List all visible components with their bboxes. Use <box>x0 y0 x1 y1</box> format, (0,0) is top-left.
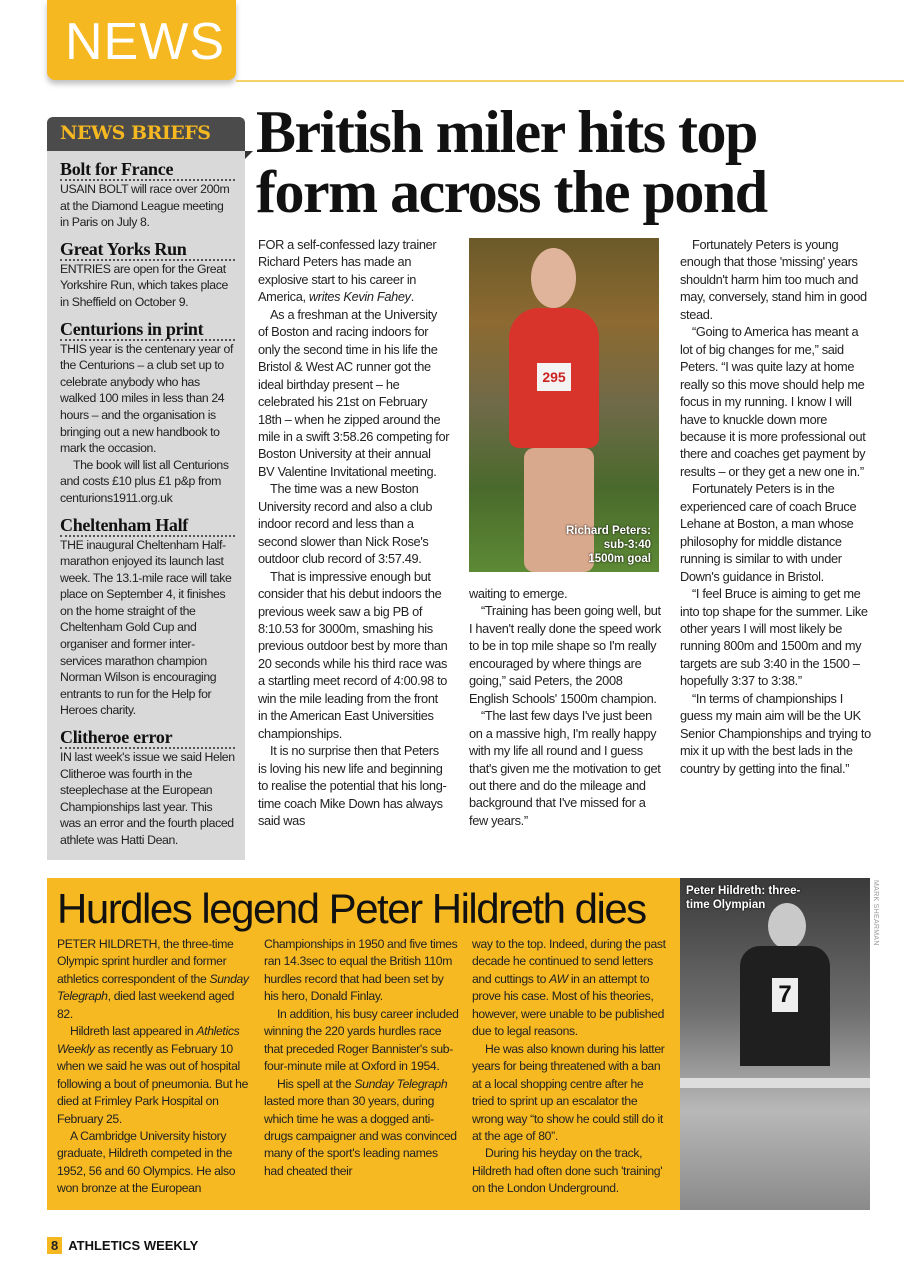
paragraph: “Going to America has meant a lot of big changes for me,” said Peters. “I was quite lazy at home really so this move should help me focus in my running. I know I will have to knuckle down more because it is more professional out there and coaches get payment by results – or they get a new one in.” <box>680 324 866 479</box>
brief-text: IN last week's issue we said Helen Clitheroe was fourth in the steeplechase at the European Championships last year. This was an error and the fourth placed athlete was Hatti Dean. <box>60 750 235 847</box>
paragraph: His spell at the Sunday Telegraph lasted more than 30 years, during which time he was a dogged anti-drugs campaigner and was convinced many of the sport's leading names had cheated their <box>264 1076 457 1178</box>
byline: writes Kevin Fahey <box>308 289 411 305</box>
magazine-name: ATHLETICS WEEKLY <box>68 1238 199 1253</box>
paragraph: way to the top. Indeed, during the past decade he continued to send letters and cuttings to AW in an attempt to prove his case. Most of his theories, however, were unable to be published due to legal reasons. <box>472 937 666 1039</box>
obituary-box <box>47 878 870 1210</box>
news-briefs-title: NEWS BRIEFS <box>60 122 211 144</box>
news-briefs-sidebar <box>47 117 245 860</box>
brief-text: THE inaugural Cheltenham Half-marathon enjoyed its launch last week. The 13.1-mile race will take place on September 4, it finishes on the home straight of the Cheltenham Gold Cup and organiser and former inter-services marathon champion Norman Wilson is encouraging entrants to run for the Help for Heroes charity. <box>60 537 232 718</box>
paragraph: It is no surprise then that Peters is loving his new life and beginning to realise the potential that his long-time coach Mike Down has always said was <box>258 743 447 828</box>
article-column-1 <box>258 236 450 829</box>
brief-heading: Great Yorks Run <box>60 231 235 261</box>
news-brief <box>47 231 245 311</box>
paragraph: PETER HILDRETH, the three-time Olympic sprint hurdler and former athletics correspondent of the Sunday Telegraph, died last weekend aged 82. <box>57 937 249 1021</box>
top-rule <box>236 80 904 82</box>
page-number: 8 <box>47 1237 62 1254</box>
brief-text: USAIN BOLT will race over 200m at the Diamond League meeting in Paris on July 8. <box>60 182 230 230</box>
race-number: 7 <box>772 978 798 1012</box>
peter-hildreth-photo <box>680 878 870 1210</box>
hurdle <box>680 1078 870 1088</box>
paragraph: “Training has been going well, but I haven't really done the speed work to be in top mile shape so I'm really encouraged by where things are going,” said Peters, the 2008 English Schools' 1500m champion. <box>469 603 661 706</box>
main-headline-text: British miler hits top form across the pond <box>256 99 767 225</box>
brief-text: The book will list all Centurions and costs £10 plus £1 p&p from centurions1911.org.uk <box>60 457 229 505</box>
paragraph: The time was a new Boston University record and also a club indoor record and less than a second slower than Nick Rose's outdoor club record of 3:57.49. <box>258 481 433 567</box>
paragraph: waiting to emerge. <box>469 586 568 601</box>
race-bib: 295 <box>537 363 571 391</box>
news-brief <box>47 719 245 849</box>
article-intro: FOR a self-confessed lazy trainer Richard Peters has made an explosive start to his career in America, writes Kevin Fahey. <box>258 237 437 305</box>
paragraph: In addition, his busy career included winning the 220 yards hurdles race that preceded Roger Bannister's sub-four-minute mile at Oxford in 1954. <box>264 1006 459 1074</box>
brief-heading: Bolt for France <box>60 151 235 181</box>
obit-column-3 <box>472 936 667 1198</box>
news-brief <box>47 507 245 720</box>
section-tab <box>47 0 236 80</box>
paragraph: Fortunately Peters is young enough that those 'missing' years shouldn't harm him too much and may, conversely, stand him in good stead. <box>680 237 867 322</box>
article-column-3 <box>680 236 872 777</box>
paragraph: That is impressive enough but consider that his debut indoors the previous week saw a big PB of 8:10.53 for 3000m, smashing his previous outdoor best by more than 20 seconds while his third race was a startling meet record of 4:00.98 to win the mile leading from the front in the American East Universities championships. <box>258 568 448 741</box>
news-briefs-header <box>47 117 245 151</box>
section-title: NEWS <box>65 13 225 71</box>
paragraph: “I feel Bruce is aiming to get me into top shape for the summer. Like other years I will most likely be running 800m and 1500m and my targets are sub 3:40 in the 1500 – hopefully 3:37 to 3:38.” <box>680 586 868 689</box>
paragraph: Hildreth last appeared in Athletics Weekly as recently as February 10 when we said he was out of hospital following a bout of pneumonia. But he died at Frimley Park Hospital on February 25. <box>57 1024 248 1126</box>
article-column-2 <box>469 585 661 829</box>
obit-column-1 <box>57 936 252 1198</box>
page-footer <box>47 1237 198 1254</box>
paragraph: Championships in 1950 and five times ran 14.3sec to equal the British 110m hurdles record that had been set by his hero, Donald Finlay. <box>264 937 458 1004</box>
news-briefs-list <box>47 151 245 849</box>
brief-heading: Centurions in print <box>60 311 235 341</box>
news-brief <box>47 311 245 507</box>
photo-caption: Peter Hildreth: three-time Olympian <box>686 885 801 911</box>
richard-peters-photo <box>469 238 659 572</box>
paragraph: Fortunately Peters is in the experienced care of coach Bruce Lehane at Boston, a man whose philosophy for middle distance running is similar to with under Down's guidance in Bristol. <box>680 481 857 584</box>
paragraph: He was also known during his latter years for being threatened with a ban at a local shopping centre after he tried to sprint up an escalator the wrong way “to show he could still do it at the age of 80”. <box>472 1041 665 1143</box>
brief-heading: Clitheroe error <box>60 719 235 749</box>
paragraph: As a freshman at the University of Boston and racing indoors for only the second time in his life the Bristol & West AC runner got the ideal birthday present – he celebrated his 21st on February 18th – when he zipped around the mile in a swift 3:58.26 competing for Boston University at their annual BV Valentine Invitational meeting. <box>258 306 450 479</box>
paragraph: “In terms of championships I guess my main aim will be the UK Senior Championships and trying to mix it up with the best lads in the country by getting into the final.” <box>680 690 871 776</box>
obituary-headline: Hurdles legend Peter Hildreth dies <box>57 885 646 932</box>
brief-heading: Cheltenham Half <box>60 507 235 537</box>
brief-text: THIS year is the centenary year of the Centurions – a club set up to celebrate anybody who has walked 100 miles in less than 24 hours – and the organisation is bringing out a new handbook to mark the occasion. <box>60 341 233 456</box>
photo-caption: Richard Peters: sub-3:40 1500m goal <box>565 525 651 565</box>
paragraph: During his heyday on the track, Hildreth had often done such 'training' on the London Underground. <box>472 1146 663 1196</box>
paragraph: “The last few days I've just been on a massive high, I'm really happy with my life all round and I guess that's given me the motivation to get out there and do the mileage and background that I've missed for a few years.” <box>469 708 661 828</box>
brief-text: ENTRIES are open for the Great Yorkshire Run, which takes place in Sheffield on October 9. <box>60 261 228 309</box>
photo-credit: MARK SHEARMAN <box>872 880 879 946</box>
news-brief <box>47 151 245 231</box>
main-headline <box>256 99 886 225</box>
paragraph: A Cambridge University history graduate, Hildreth competed in the 1952, 56 and 60 Olympics. He also won bronze at the European <box>57 1128 236 1196</box>
obit-column-2 <box>264 936 459 1180</box>
